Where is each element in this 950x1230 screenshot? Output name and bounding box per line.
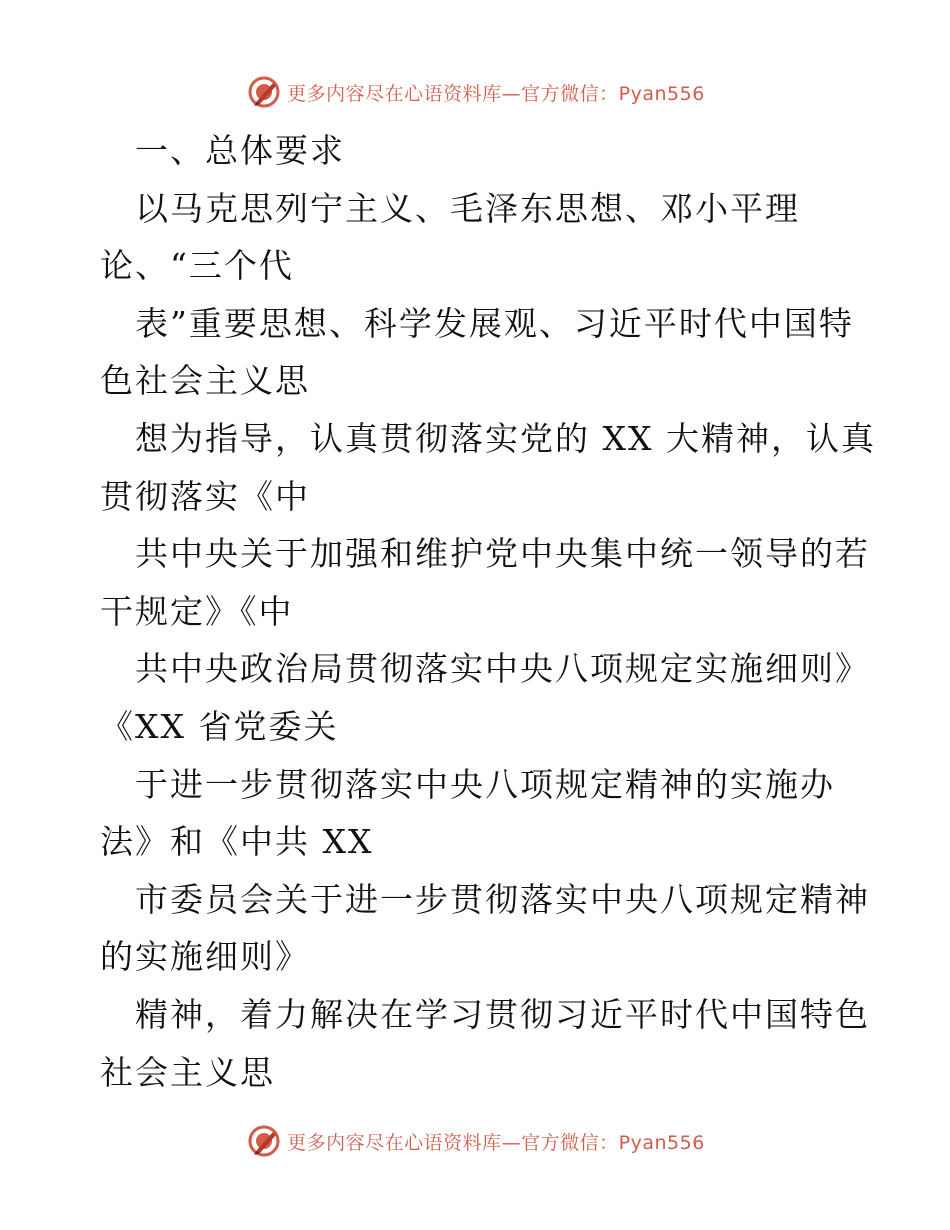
paragraph-line: 法》和《中共 XX [100,822,374,862]
document-body [100,122,876,1101]
paragraph-line: 色社会主义思 [100,361,310,401]
pen-logo-icon [247,75,281,109]
paragraph-line: 贯彻落实《中 [100,476,310,516]
header-banner-text: 更多内容尽在心语资料库—官方微信：Pyan556 [287,82,705,105]
paragraph-line: 想为指导，认真贯彻落实党的 XX 大精神，认真 [135,418,876,458]
paragraph-line: 论、“三个代 [100,246,294,286]
paragraph-line: 的实施细则》 [100,937,310,977]
header-banner [0,72,950,112]
footer-banner [0,1121,950,1161]
paragraph-line: 共中央关于加强和维护党中央集中统一领导的若 [135,534,870,574]
paragraph-line: 于进一步贯彻落实中央八项规定精神的实施办 [135,764,835,804]
paragraph-line: 精神，着力解决在学习贯彻习近平时代中国特色 [135,994,870,1034]
section-heading: 一、总体要求 [135,131,345,170]
paragraph-line: 社会主义思 [100,1052,275,1092]
paragraph-line: 市委员会关于进一步贯彻落实中央八项规定精神 [135,879,870,919]
paragraph-line: 《XX 省党委关 [100,706,339,746]
paragraph-line: 干规定》《中 [100,591,294,631]
paragraph-line: 以马克思列宁主义、毛泽东思想、邓小平理 [135,188,800,228]
footer-banner-text: 更多内容尽在心语资料库—官方微信：Pyan556 [287,1131,705,1154]
paragraph-line: 表”重要思想、科学发展观、习近平时代中国特 [135,303,854,343]
pen-logo-icon [247,1124,281,1158]
paragraph-line: 共中央政治局贯彻落实中央八项规定实施细则》 [135,649,870,689]
